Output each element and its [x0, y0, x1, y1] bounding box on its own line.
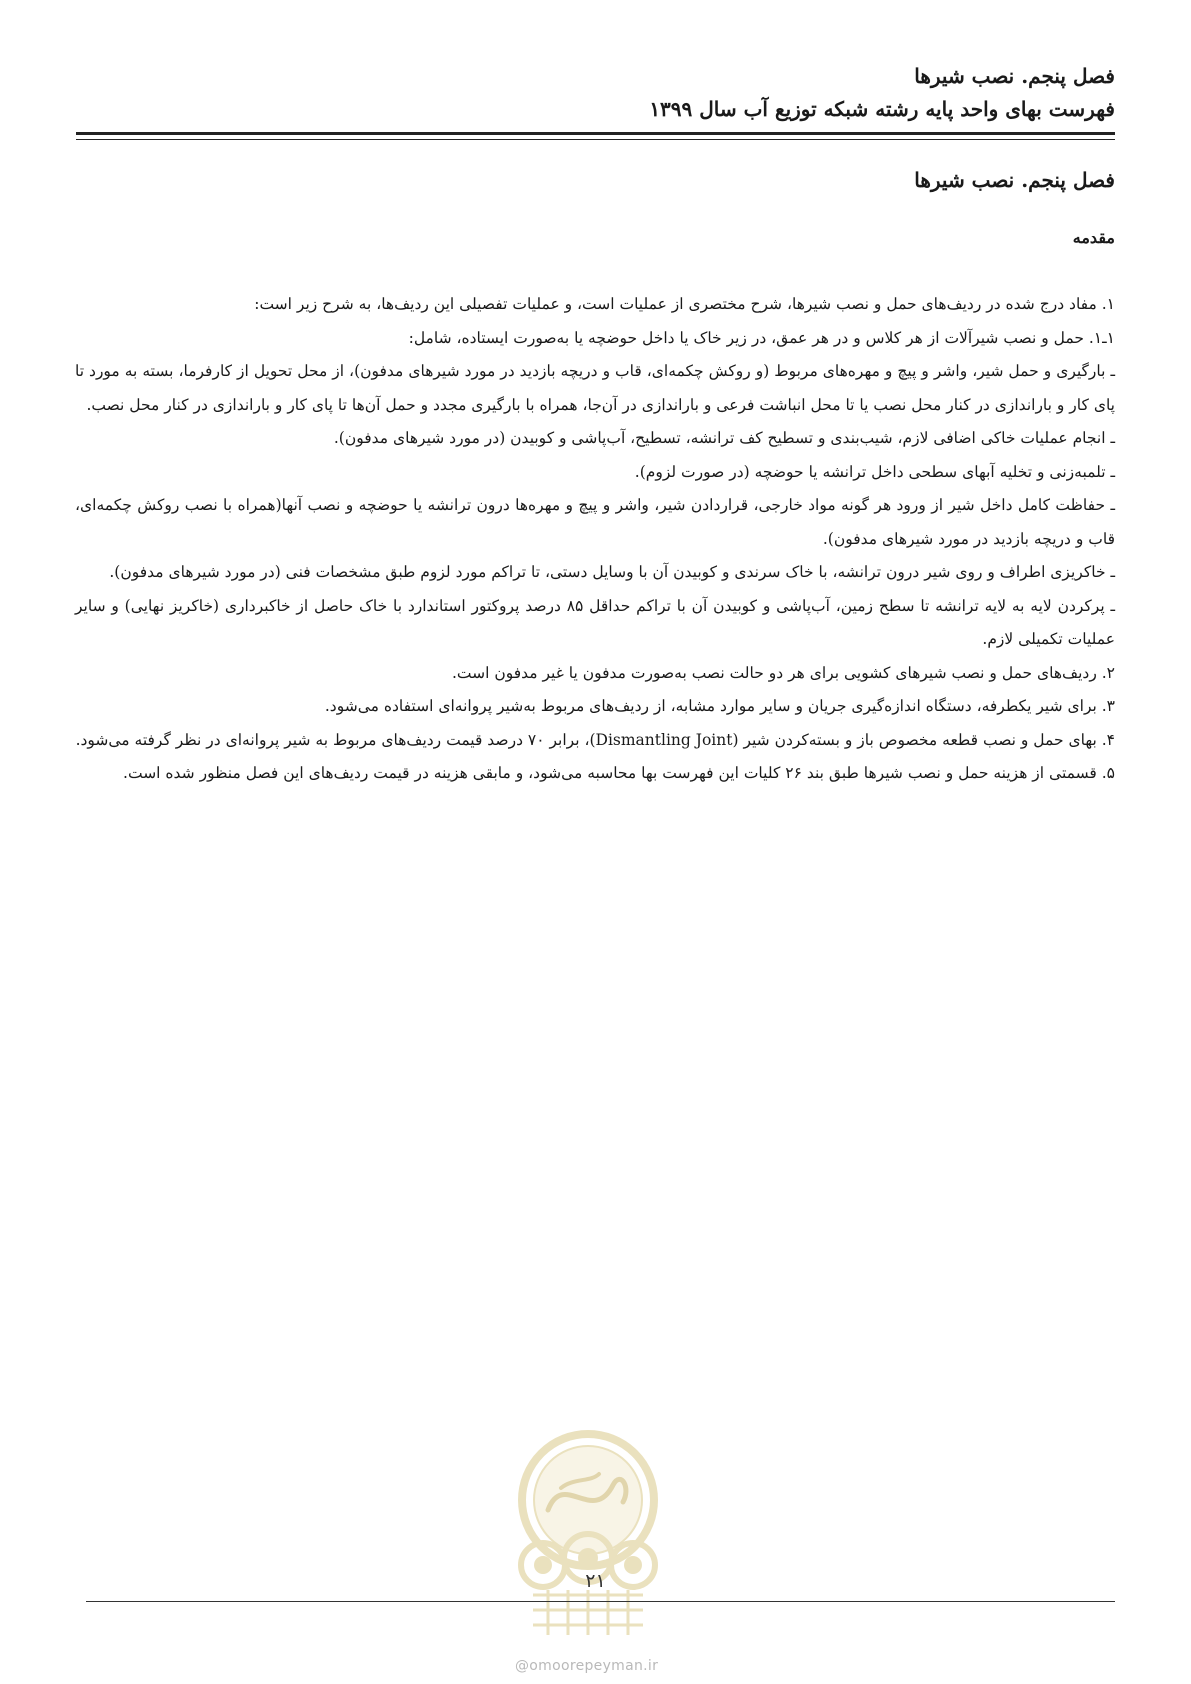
body-text: [75, 288, 1115, 791]
paragraph: ـ حفاظت کامل داخل شیر از ورود هر گونه مواد خارجی، قراردادن شیر، واشر و پیچ و مهره‌ها درون ترانشه یا حوضچه و نصب آنها(همراه با نصب روکش چکمه‌ای، قاب و دریچه بازدید در مورد شیرهای مدفون).: [75, 496, 1115, 548]
page-number: ۲۱: [585, 1570, 606, 1592]
page-header: [75, 60, 1115, 126]
paragraph: ـ پرکردن لایه به لایه ترانشه تا سطح زمین، آب‌پاشی و کوبیدن آن با تراکم حداقل ۸۵ درصد پروکتور استاندارد با خاک حاصل از خاکبرداری (خاکریز نهایی) و سایر عملیات تکمیلی لازم.: [75, 596, 1115, 648]
watermark-logo: [503, 1430, 673, 1640]
header-rule-thick: [76, 132, 1115, 135]
paragraph: ـ بارگیری و حمل شیر، واشر و پیچ و مهره‌های مربوط (و روکش چکمه‌ای، قاب و دریچه بازدید در مورد شیرهای مدفون)، از محل تحویل از کارفرما، بسته به مورد تا پای کار و باراندازی در کنار محل نصب یا تا محل انباشت فرعی و باراندازی در آن‌جا، همراه با بارگیری مجدد و حمل آن‌ها تا پای کار و باراندازی در کنار محل نصب.: [75, 362, 1115, 414]
footer-rule: [86, 1601, 1115, 1602]
paragraph: ۱ـ۱. حمل و نصب شیرآلات از هر کلاس و در هر عمق، در زیر خاک یا داخل حوضچه یا به‌صورت ایستاده، شامل:: [408, 328, 1115, 347]
watermark-text: @omoorepeyman.ir: [515, 1658, 659, 1674]
section-title: فصل پنجم. نصب شیرها: [914, 168, 1115, 192]
paragraph: ـ انجام عملیات خاکی اضافی لازم، شیب‌بندی و تسطیح کف ترانشه، تسطیح، آب‌پاشی و کوبیدن (در مورد شیرهای مدفون).: [333, 429, 1115, 447]
paragraph: ۱. مفاد درج شده در ردیف‌های حمل و نصب شیرها، شرح مختصری از عملیات است، و عملیات تفصیلی این ردیف‌ها، به شرح زیر است:: [254, 295, 1115, 313]
paragraph: ۴. بهای حمل و نصب قطعه مخصوص باز و بسته‌کردن شیر (Dismantling Joint)، برابر ۷۰ درصد قیمت ردیف‌های مربوط به شیر پروانه‌ای در نظر گرفته می‌شود.: [75, 730, 1115, 749]
header-rule-thin: [76, 139, 1115, 140]
header-catalog-title: فهرست بهای واحد پایه رشته شبکه توزیع آب سال ۱۳۹۹: [649, 97, 1115, 121]
paragraph: ـ تلمبه‌زنی و تخلیه آبهای سطحی داخل ترانشه یا حوضچه (در صورت لزوم).: [634, 462, 1115, 481]
paragraph: ۳. برای شیر یکطرفه، دستگاه اندازه‌گیری جریان و سایر موارد مشابه، از ردیف‌های مربوط به‌شیر پروانه‌ای استفاده می‌شود.: [324, 697, 1115, 715]
header-chapter-title: فصل پنجم. نصب شیرها: [914, 64, 1115, 88]
paragraph: ۲. ردیف‌های حمل و نصب شیرهای کشویی برای هر دو حالت نصب به‌صورت مدفون یا غیر مدفون است.: [451, 663, 1115, 682]
section-subtitle: مقدمه: [1072, 228, 1115, 247]
paragraph: ـ خاکریزی اطراف و روی شیر درون ترانشه، با خاک سرندی و کوبیدن آن با وسایل دستی، تا تراکم مورد لزوم طبق مشخصات فنی (در مورد شیرهای مدفون).: [109, 563, 1115, 581]
paragraph: ۵. قسمتی از هزینه حمل و نصب شیرها طبق بند ۲۶ کلیات این فهرست بها محاسبه می‌شود، و مابقی هزینه در قیمت ردیف‌های این فصل منظور شده است.: [123, 764, 1115, 782]
